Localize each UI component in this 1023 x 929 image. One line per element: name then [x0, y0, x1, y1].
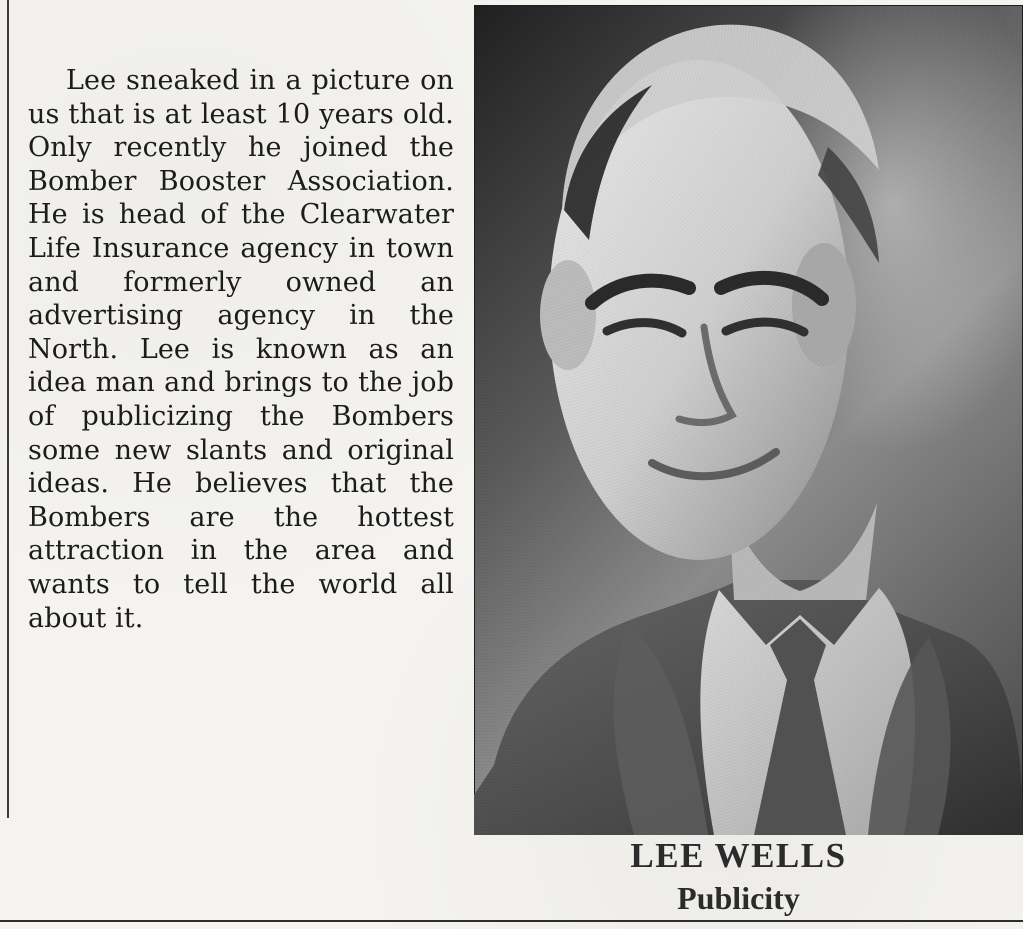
portrait-photo — [474, 5, 1023, 835]
photo-caption-name: LEE WELLS — [630, 836, 847, 875]
left-ear-shape — [540, 260, 596, 370]
left-border-rule — [7, 0, 9, 818]
portrait-icon — [474, 5, 1023, 835]
article-body: Lee sneaked in a picture on us that is at least 10 years old. Only recently he joined the Bomber Booster Association. He is head of the Clearwater Life Insurance agency in town and formerly owned an advertising agency in the North. Lee is known as an idea man and brings to the job of publicizing the Bombers some new slants and original ideas. He believes that the Bombers are the hottest attraction in the area and wants to tell the world all about it. — [28, 65, 454, 634]
photo-caption-role: Publicity — [677, 880, 800, 916]
bottom-border-rule — [0, 920, 1023, 922]
